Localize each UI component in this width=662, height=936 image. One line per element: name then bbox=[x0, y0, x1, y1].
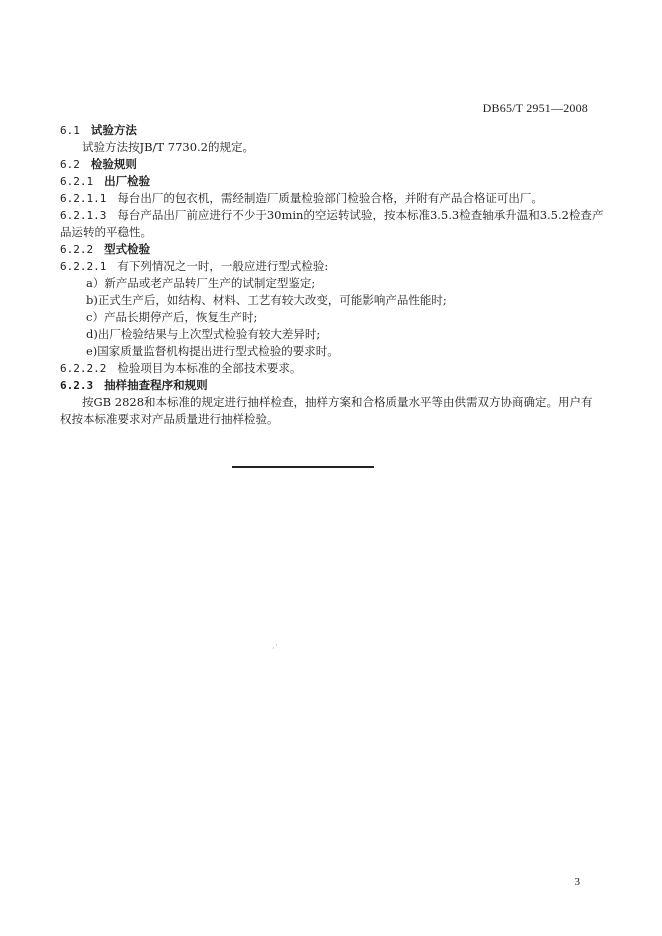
standard-code: DB65/T 2951—2008 bbox=[482, 101, 588, 115]
scan-speck: ·˙ bbox=[272, 644, 279, 653]
clause-6-2-2-2 bbox=[60, 360, 301, 377]
section-6-2-heading bbox=[60, 156, 137, 173]
section-number: 6.2.2 bbox=[60, 243, 94, 256]
section-title: 抽样抽查程序和规则 bbox=[104, 378, 208, 392]
section-number: 6.2 bbox=[60, 158, 80, 171]
end-divider bbox=[232, 466, 374, 468]
section-6-1-body: 试验方法按JB/T 7730.2的规定。 bbox=[82, 140, 254, 154]
section-title: 检验规则 bbox=[90, 157, 137, 171]
section-6-2-3-body-continued: 权按本标准要求对产品质量进行抽样检验。 bbox=[60, 412, 279, 426]
list-item: d)出厂检验结果与上次型式检验有较大差异时; bbox=[86, 327, 321, 341]
clause-number: 6.2.1.3 bbox=[60, 209, 107, 222]
clause-6-2-1-3-continued: 品运转的平稳性。 bbox=[60, 225, 152, 239]
clause-6-2-1-1 bbox=[60, 190, 543, 207]
clause-number: 6.2.2.1 bbox=[60, 260, 107, 273]
section-title: 试验方法 bbox=[90, 123, 137, 137]
section-number: 6.2.3 bbox=[60, 379, 94, 392]
page-number: 3 bbox=[574, 876, 580, 888]
section-6-2-2-heading bbox=[60, 241, 150, 258]
clause-6-2-1-3 bbox=[60, 207, 603, 224]
list-item: b)正式生产后，如结构、材料、工艺有较大改变，可能影响产品性能时; bbox=[86, 293, 447, 307]
list-item: a）新产品或老产品转厂生产的试制定型鉴定; bbox=[86, 276, 316, 290]
section-number: 6.2.1 bbox=[60, 175, 94, 188]
clause-text: 每台出厂的包衣机，需经制造厂质量检验部门检验合格，并附有产品合格证可出厂。 bbox=[117, 191, 543, 205]
section-6-1-heading bbox=[60, 122, 137, 139]
section-6-2-1-heading bbox=[60, 173, 150, 190]
section-title: 出厂检验 bbox=[104, 174, 151, 188]
clause-number: 6.2.1.1 bbox=[60, 192, 107, 205]
clause-text: 每台产品出厂前应进行不少于30min的空运转试验，按本标准3.5.3检查轴承升温和3.5.2检查产 bbox=[117, 208, 604, 222]
section-number: 6.1 bbox=[60, 124, 80, 137]
section-title: 型式检验 bbox=[104, 242, 151, 256]
clause-6-2-2-1 bbox=[60, 258, 328, 275]
section-6-2-3-heading bbox=[60, 377, 208, 394]
clause-text: 检验项目为本标准的全部技术要求。 bbox=[117, 361, 302, 375]
clause-text: 有下列情况之一时，一般应进行型式检验: bbox=[117, 259, 329, 273]
list-item: e)国家质量监督机构提出进行型式检验的要求时。 bbox=[86, 344, 339, 358]
section-6-2-3-body: 按GB 2828和本标准的规定进行抽样检查，抽样方案和合格质量水平等由供需双方协商确定。用户有 bbox=[82, 395, 593, 409]
clause-number: 6.2.2.2 bbox=[60, 362, 107, 375]
list-item: c）产品长期停产后，恢复生产时; bbox=[86, 310, 258, 324]
